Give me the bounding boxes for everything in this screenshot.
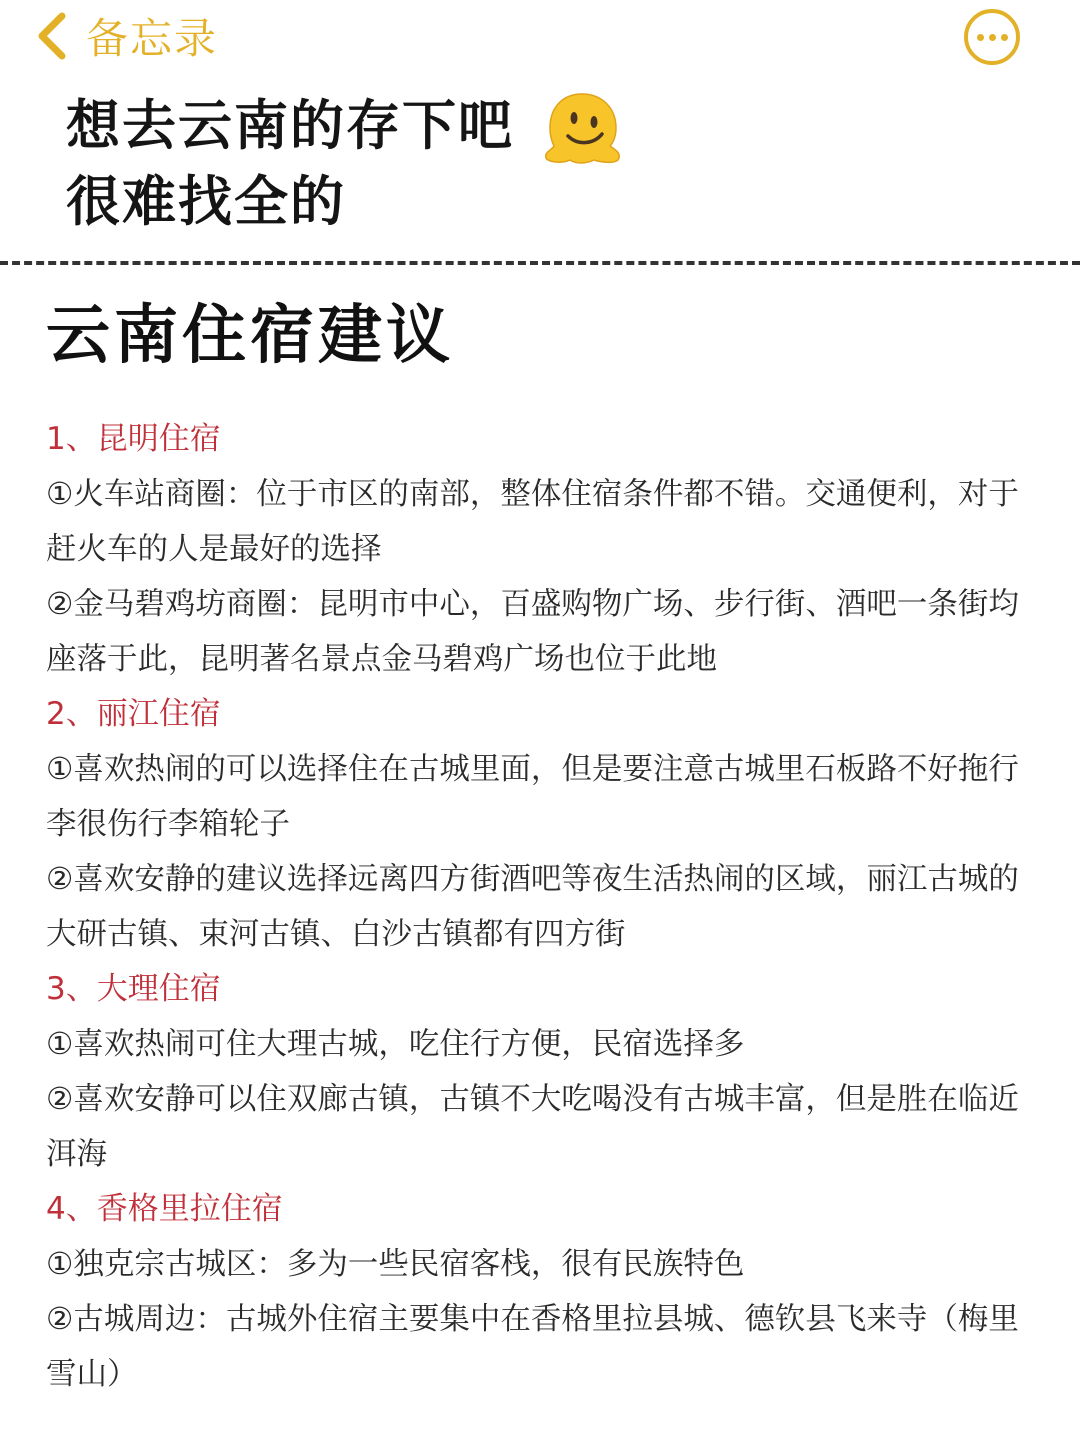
section-item: ②古城周边：古城外住宿主要集中在香格里拉县城、德钦县飞来寺（梅里雪山） <box>46 1302 1019 1392</box>
heading-line-2: 很难找全的 <box>66 170 346 233</box>
section-heading-kunming: 1、昆明住宿 <box>46 421 221 457</box>
back-button[interactable] <box>28 6 218 66</box>
section-item: ①火车站商圈：位于市区的南部，整体住宿条件都不错。交通便利，对于赶火车的人是最好的选择 <box>46 477 1019 567</box>
section-item: ②喜欢安静可以住双廊古镇，古镇不大吃喝没有古城丰富，但是胜在临近洱海 <box>46 1082 1019 1172</box>
section-item: ①喜欢热闹的可以选择住在古城里面，但是要注意古城里石板路不好拖行李很伤行李箱轮子 <box>46 752 1019 842</box>
section-heading-shangrila: 4、香格里拉住宿 <box>46 1191 283 1227</box>
section-heading-dali: 3、大理住宿 <box>46 971 221 1007</box>
dot <box>1001 34 1008 41</box>
note-heading <box>66 88 766 240</box>
section-item: ②金马碧鸡坊商圈：昆明市中心，百盛购物广场、步行街、酒吧一条街均座落于此，昆明著名景点金马碧鸡广场也位于此地 <box>46 587 1019 677</box>
section-item: ②喜欢安静的建议选择远离四方街酒吧等夜生活热闹的区域，丽江古城的大研古镇、束河古镇、白沙古镇都有四方街 <box>46 862 1019 952</box>
nav-bar <box>0 0 1080 80</box>
note-body <box>46 412 1046 1402</box>
section-item: ①喜欢热闹可住大理古城，吃住行方便，民宿选择多 <box>46 1027 745 1062</box>
back-label: 备忘录 <box>86 14 219 63</box>
dot <box>977 34 984 41</box>
dashed-divider <box>0 261 1080 265</box>
melting-face-emoji <box>540 88 624 166</box>
ellipsis-circle-icon[interactable] <box>964 9 1020 65</box>
section-item: ①独克宗古城区：多为一些民宿客栈，很有民族特色 <box>46 1247 745 1282</box>
chevron-left-icon <box>28 6 78 66</box>
section-heading-lijiang: 2、丽江住宿 <box>46 696 221 732</box>
page-title: 云南住宿建议 <box>46 299 454 373</box>
heading-line-1: 想去云南的存下吧 <box>66 94 514 157</box>
dot <box>989 34 996 41</box>
